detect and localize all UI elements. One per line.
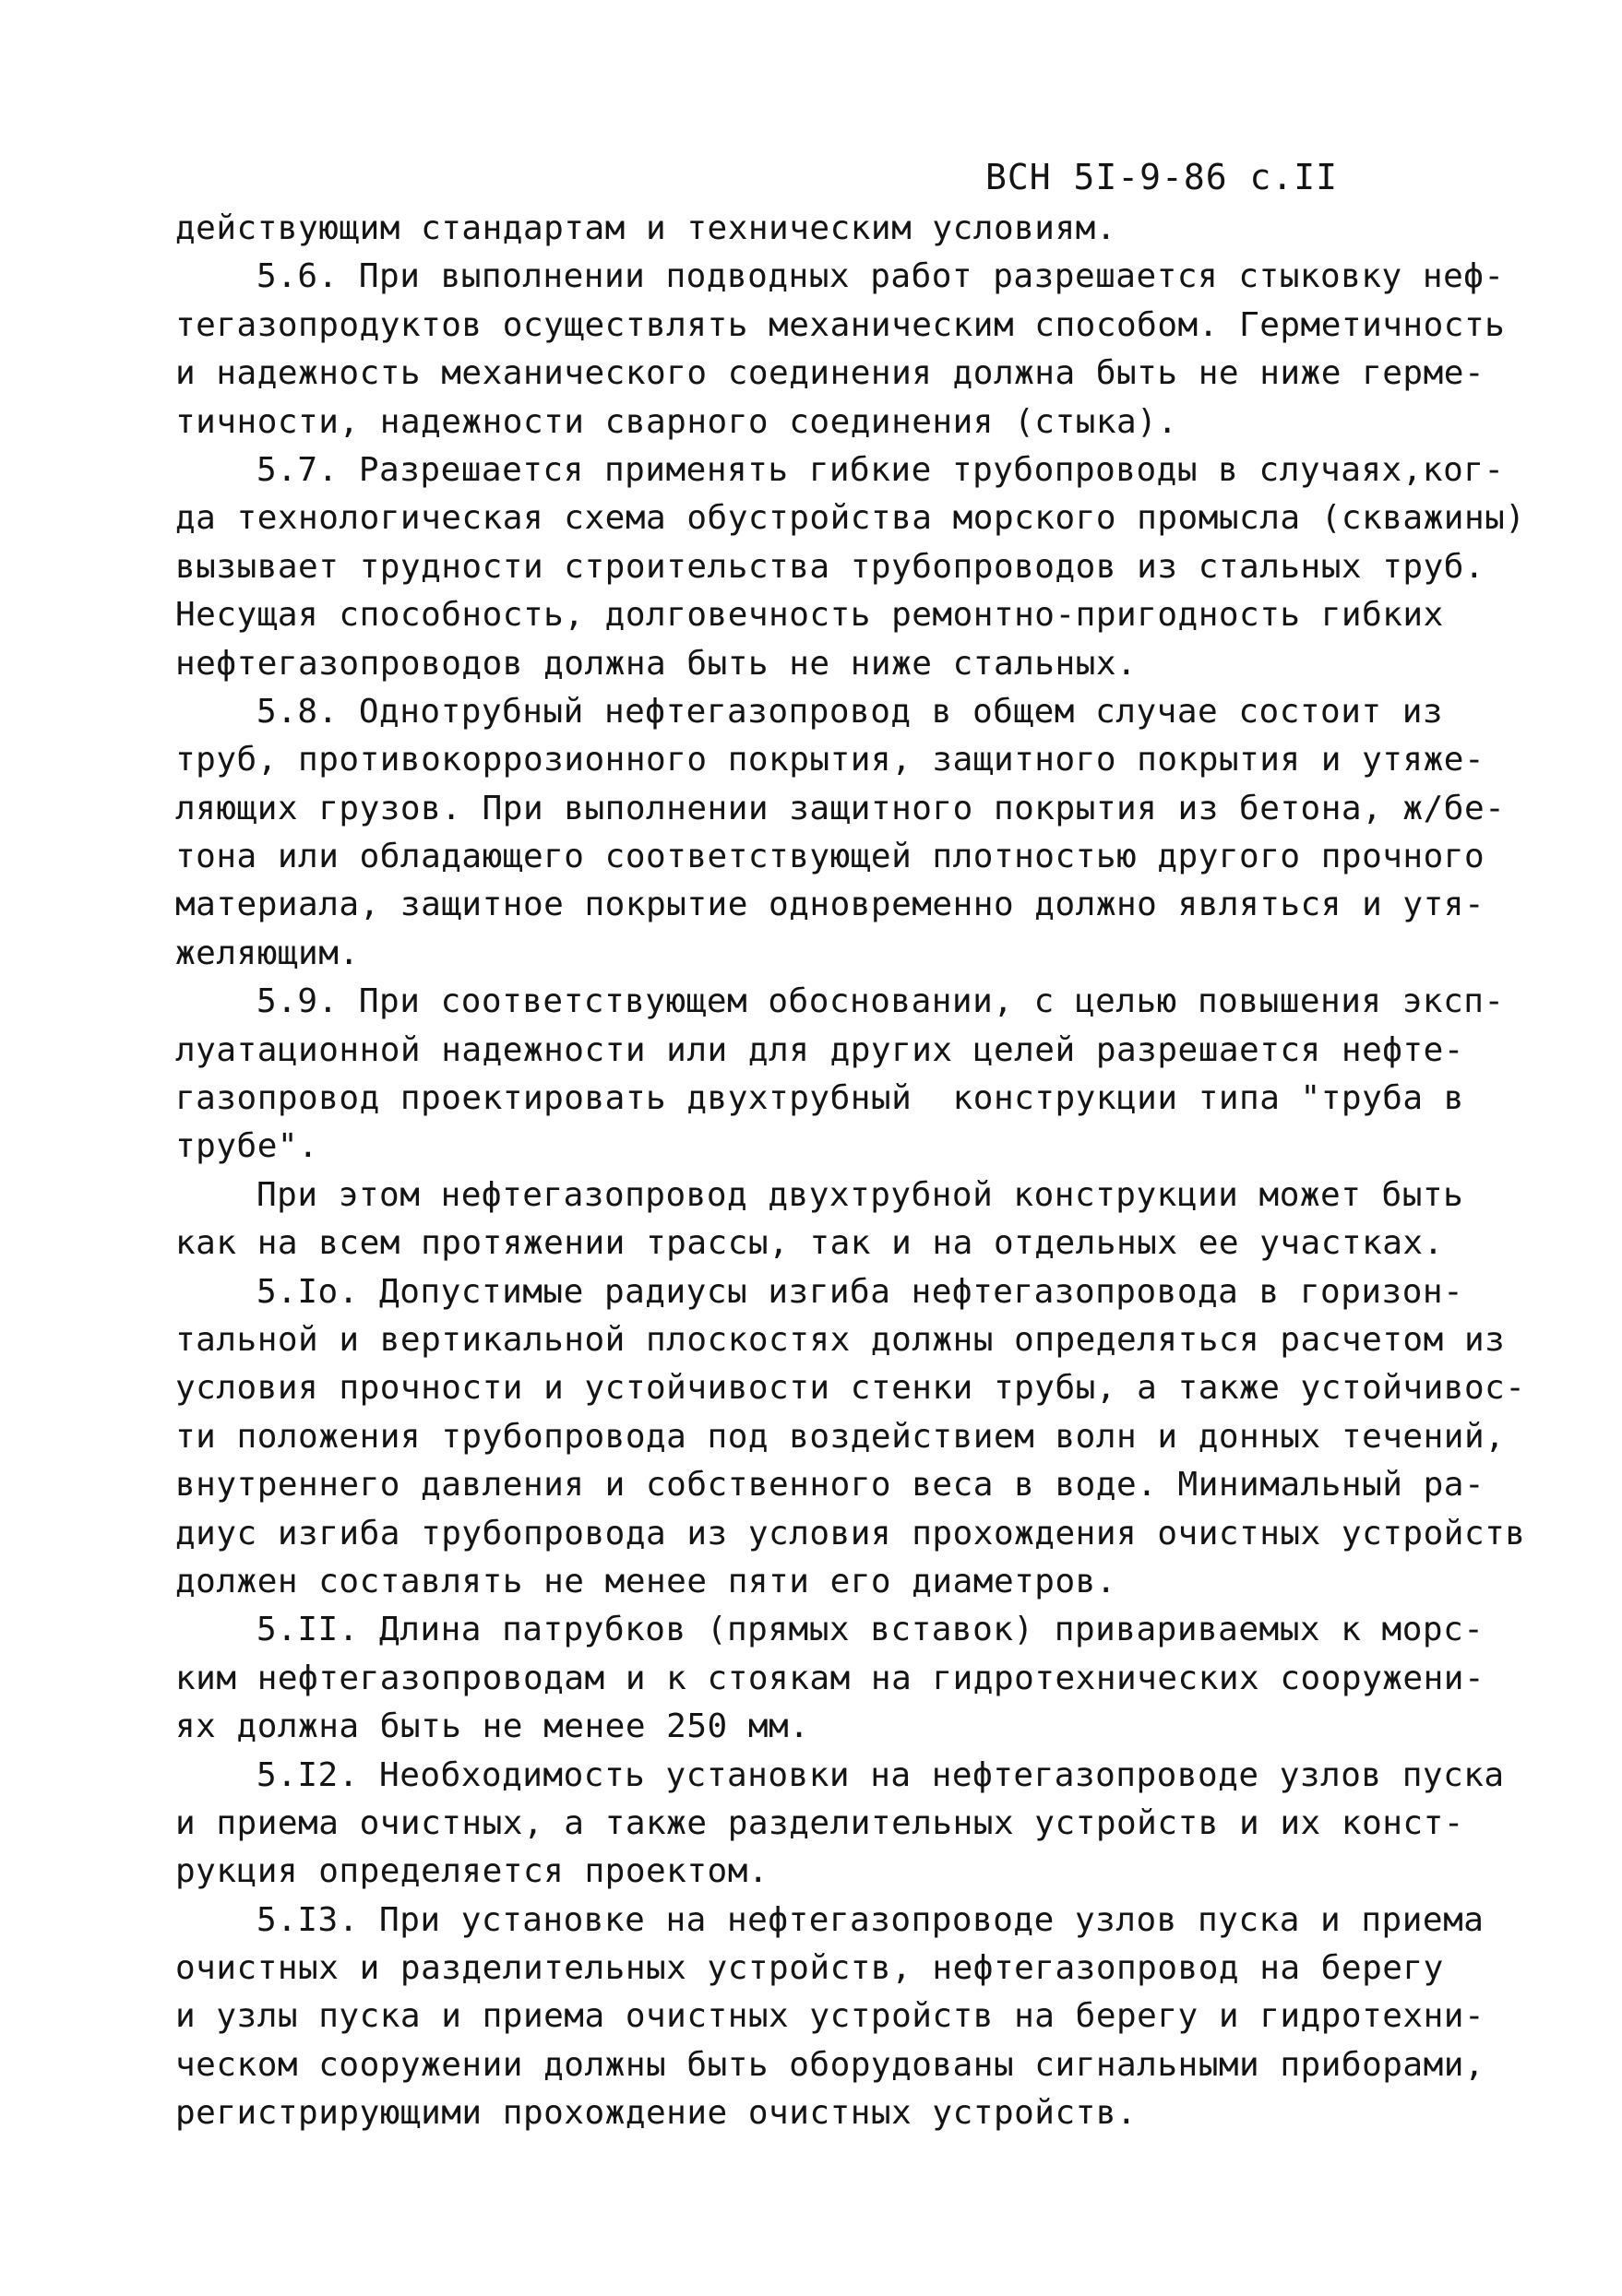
document-body (175, 205, 1526, 2138)
text-line: ляющих грузов. При выполнении защитного покрытия из бетона, ж/бе- (175, 789, 1506, 827)
text-line: условия прочности и устойчивости стенки трубы, а также устойчивос- (175, 1369, 1526, 1408)
text-line: ческом сооружении должны быть оборудованы сигнальными приборами, (175, 2045, 1485, 2084)
text-line: тегазопродуктов осуществлять механическим способом. Герметичность (175, 305, 1506, 344)
text-line: вызывает трудности строительства трубопроводов из стальных труб. (175, 547, 1485, 586)
text-line: должен составлять не менее пяти его диаметров. (175, 1562, 1116, 1600)
text-line: диус изгиба трубопровода из условия прохождения очистных устройств (175, 1514, 1526, 1552)
text-line: материала, защитное покрытие одновременно должно являться и утя- (175, 886, 1485, 924)
text-line: действующим стандартам и техническим условиям. (175, 209, 1116, 247)
text-line: 5.7. Разрешается применять гибкие трубопроводы в случаях,ког- (256, 450, 1505, 489)
text-line: 5.I2. Необходимость установки на нефтегазопроводе узлов пуска (256, 1755, 1505, 1794)
text-line: газопровод проектировать двухтрубный конструкции типа "труба в (175, 1079, 1464, 1118)
text-line: нефтегазопроводов должна быть не ниже стальных. (175, 644, 1138, 683)
text-line: труб, противокоррозионного покрытия, защитного покрытия и утяже- (175, 741, 1485, 779)
text-line: как на всем протяжении трассы, так и на отдельных ее участках. (175, 1224, 1444, 1263)
text-line: ти положения трубопровода под воздействием волн и донных течений, (175, 1417, 1506, 1456)
text-line: Несущая способность, долговечность ремонтно-пригодность гибких (175, 596, 1444, 635)
text-line: 5.Iо. Допустимые радиусы изгиба нефтегазопровода в горизон- (256, 1272, 1464, 1311)
text-line: тона или обладающего соответствующей плотностью другого прочного (175, 838, 1485, 876)
text-line: тичности, надежности сварного соединения (стыка). (175, 402, 1178, 441)
text-line: луатационной надежности или для других целей разрешается нефте- (175, 1030, 1464, 1069)
text-line: регистрирующими прохождение очистных устройств. (175, 2094, 1138, 2133)
text-line: ким нефтегазопроводам и к стоякам на гидротехнических сооружени- (175, 1659, 1485, 1697)
text-line: 5.I3. При установке на нефтегазопроводе узлов пуска и приема (256, 1900, 1485, 1939)
text-line: тальной и вертикальной плоскостях должны определяться расчетом из (175, 1320, 1506, 1359)
text-line: 5.II. Длина патрубков (прямых вставок) привариваемых к морс- (256, 1611, 1485, 1649)
text-line: очистных и разделительных устройств, нефтегазопровод на берегу (175, 1949, 1444, 1988)
text-line: 5.9. При соответствующем обосновании, с целью повышения эксп- (256, 982, 1505, 1021)
text-line: да технологическая схема обустройства морского промысла (скважины) (175, 499, 1526, 538)
text-line: и надежность механического соединения должна быть не ниже герме- (175, 354, 1485, 393)
text-line: желяющим. (175, 934, 360, 972)
text-line: внутреннего давления и собственного веса в воде. Минимальный ра- (175, 1466, 1485, 1505)
text-line: и узлы пуска и приема очистных устройств на берегу и гидротехни- (175, 1997, 1485, 2036)
text-line: трубе". (175, 1127, 319, 1166)
text-line: 5.8. Однотрубный нефтегазопровод в общем случае состоит из (256, 692, 1444, 731)
text-line: рукция определяется проектом. (175, 1852, 769, 1891)
text-line: 5.6. При выполнении подводных работ разрешается стыковку неф- (256, 257, 1505, 296)
page-reference: ВСН 5I-9-86 с.II (985, 157, 1339, 197)
text-line: и приема очистных, а также разделительных устройств и их конст- (175, 1803, 1464, 1842)
text-line: ях должна быть не менее 250 мм. (175, 1707, 810, 1746)
text-line: При этом нефтегазопровод двухтрубной конструкции может быть (256, 1175, 1464, 1214)
